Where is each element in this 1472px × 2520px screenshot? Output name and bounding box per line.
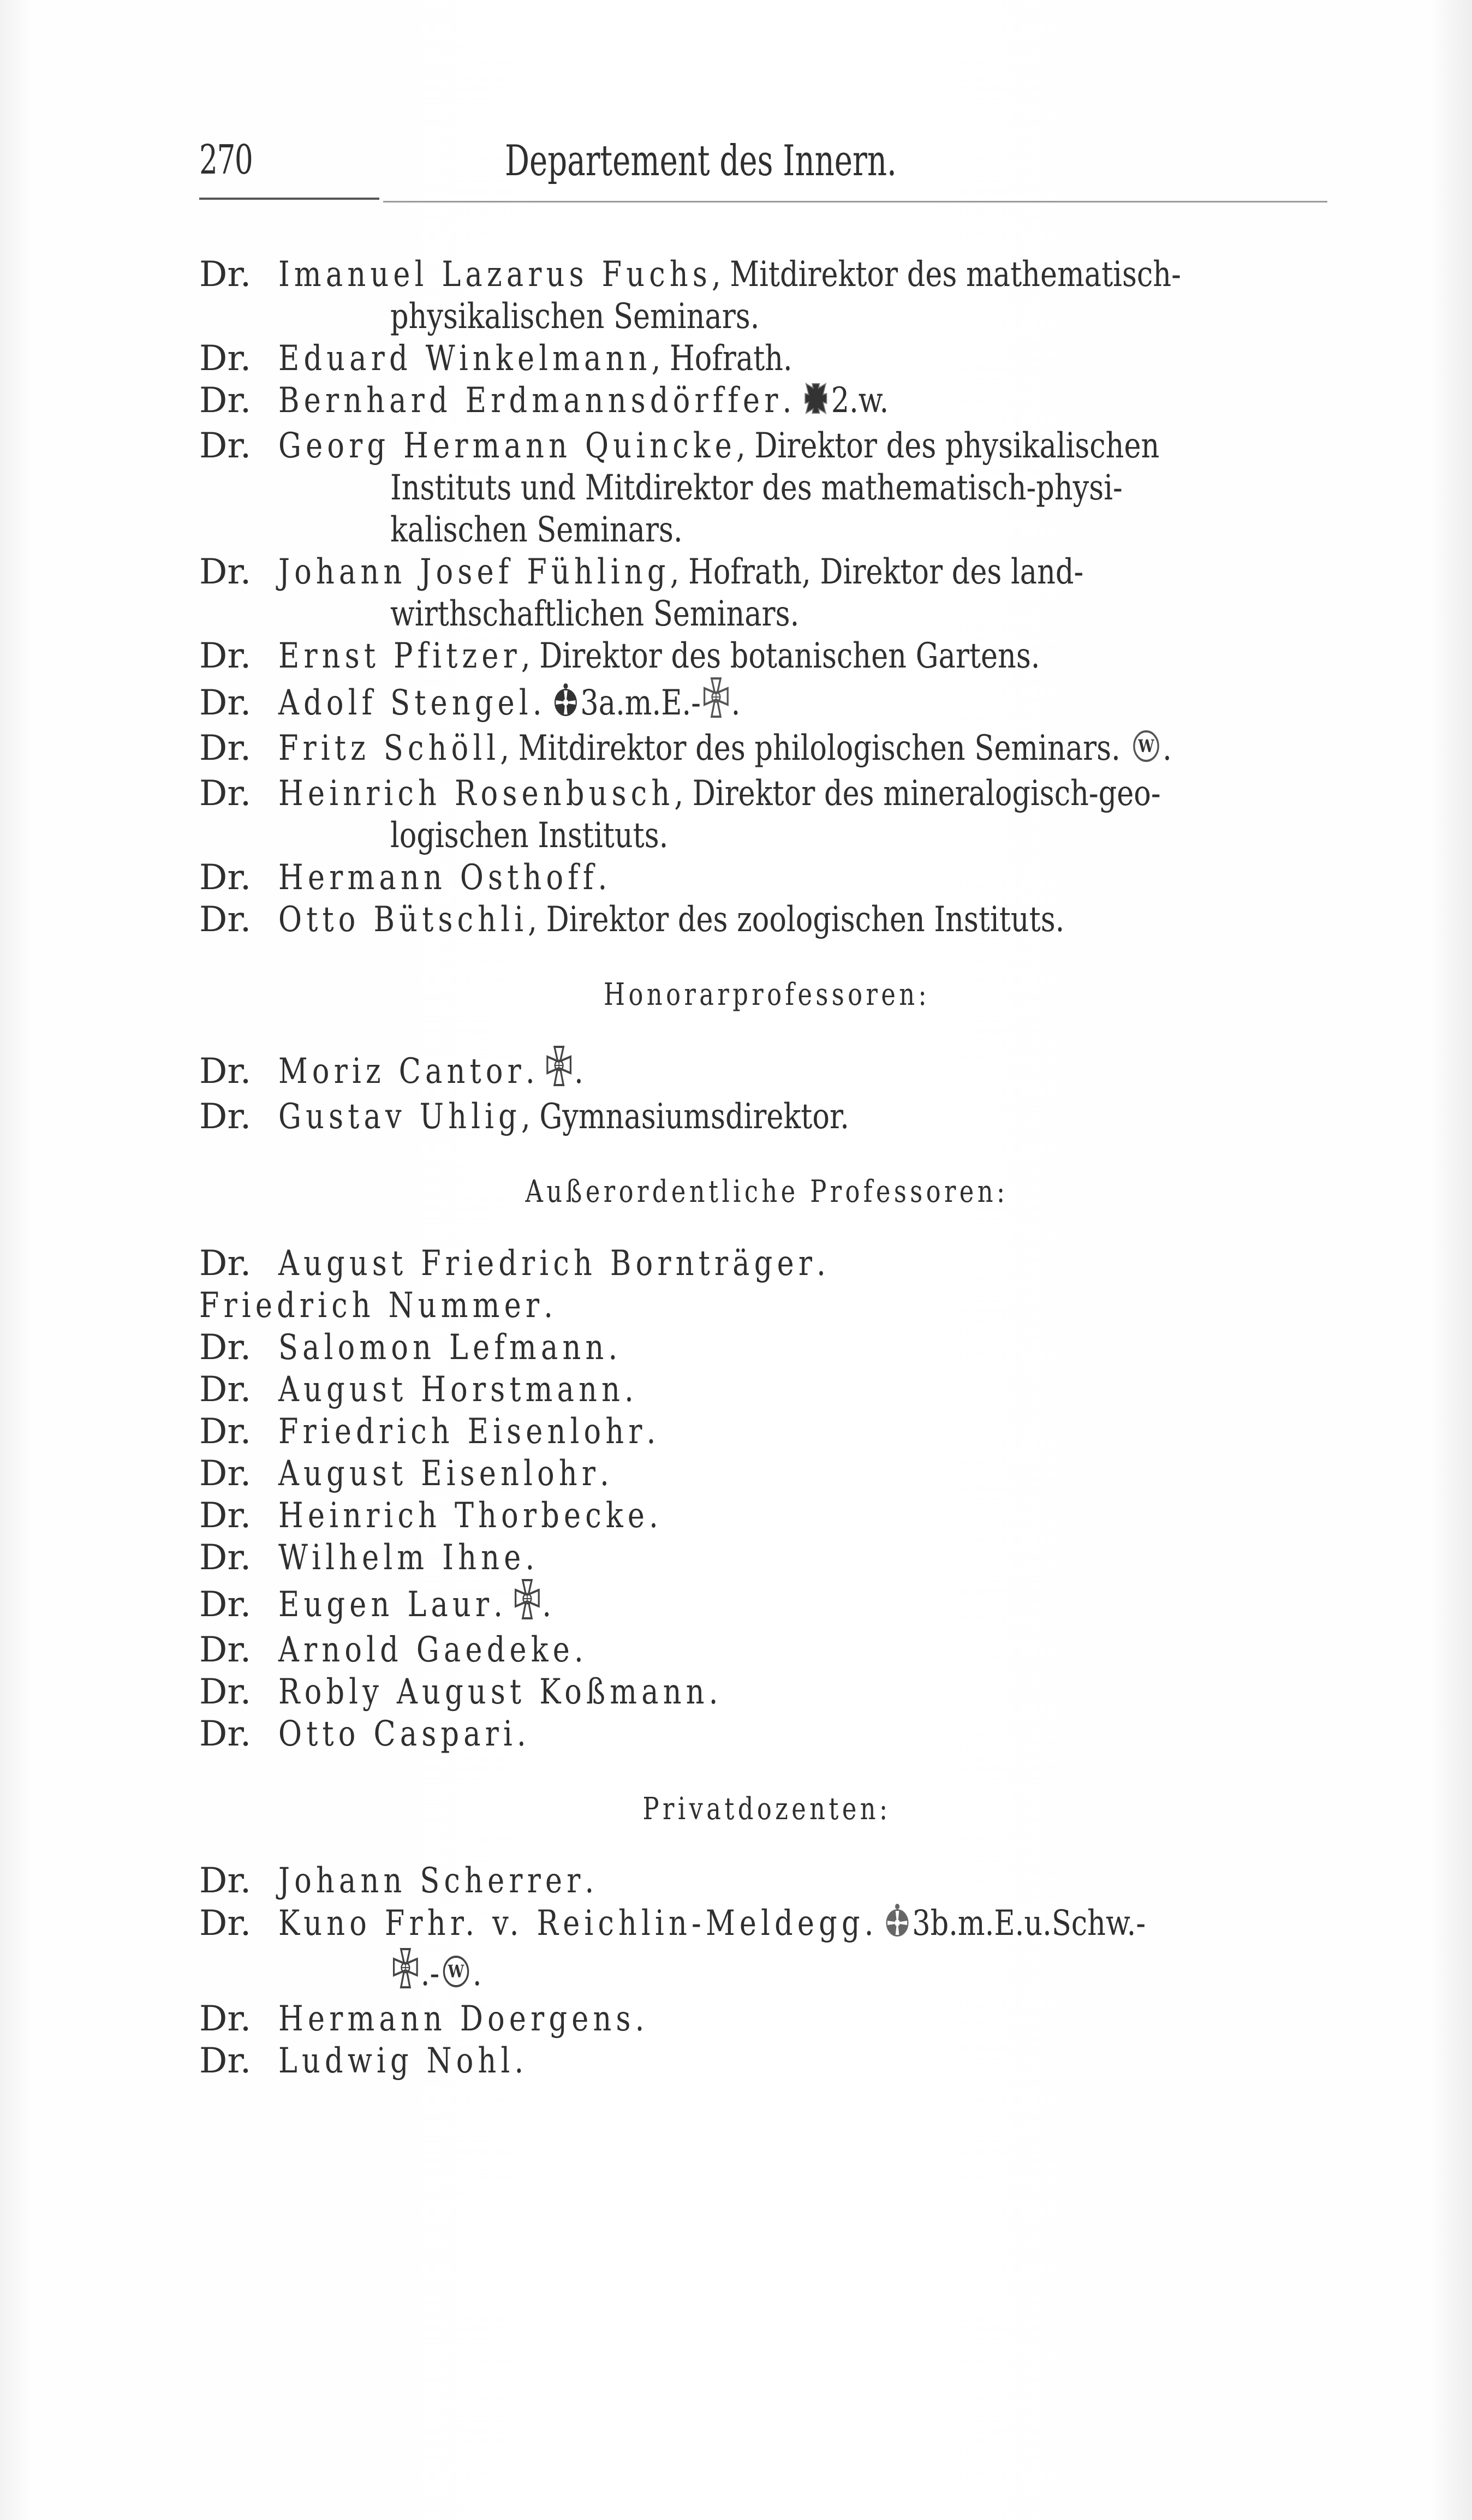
section-private-lecturers (199, 1788, 1334, 2082)
person-name: Hermann Doergens (278, 1999, 635, 2039)
iron-cross-icon (803, 382, 829, 425)
svg-text:W: W (448, 1961, 464, 1982)
circled-w-icon (442, 1955, 470, 1998)
cross-pattee-icon (515, 1579, 540, 1629)
title-prefix: Dr. (199, 1327, 252, 1368)
entry-description: . (864, 1903, 874, 1944)
person-name: Heinrich Rosenbusch (278, 773, 675, 814)
entry-description: . (514, 2041, 524, 2081)
title-prefix: Dr. (199, 254, 252, 295)
list-item (199, 1495, 1334, 1537)
entry-description: . (782, 380, 792, 421)
entry-description: . (532, 683, 542, 723)
list-item (199, 551, 1334, 635)
title-prefix: Dr. (199, 1243, 252, 1284)
entry-description: , Mitdirektor des philologischen Seminars. (500, 728, 1121, 768)
entry-continuation: physikalischen Seminars. (390, 296, 760, 337)
entry-description: . (525, 1538, 535, 1578)
entry-description: . (525, 1051, 535, 1092)
person-name: Georg Hermann Quincke (278, 426, 737, 466)
list-item (199, 677, 1334, 728)
list-item (199, 773, 1334, 857)
list-item (199, 1902, 1334, 1998)
list-item (199, 1579, 1334, 1629)
circled-w-icon (1132, 729, 1160, 773)
person-name: Otto Caspari (278, 1714, 517, 1754)
running-title: Departement des Innern. (505, 136, 897, 186)
entry-description: . (598, 857, 607, 898)
entry-description: , Direktor des zoologischen Instituts. (528, 899, 1065, 940)
title-prefix: Dr. (199, 1538, 252, 1578)
title-prefix: Dr. (199, 728, 252, 768)
header-rule (383, 201, 1327, 202)
person-name: Moriz Cantor (278, 1051, 526, 1092)
person-name: Robly August Koßmann (278, 1672, 709, 1712)
person-name: Arnold Gaedeke (278, 1630, 575, 1670)
list-item (199, 1046, 1334, 1096)
person-name: Ernst Pfitzer (278, 636, 521, 676)
entry-description: , Hofrath, Direktor des land- (670, 552, 1084, 592)
cross-pattee-icon (704, 677, 729, 728)
entry-description: , Hofrath. (651, 338, 792, 379)
decoration-label: .- (420, 1953, 440, 1994)
section-professors (199, 254, 1334, 941)
entry-description: . (817, 1243, 826, 1284)
title-prefix: Dr. (199, 1369, 252, 1410)
person-name: Hermann Osthoff (278, 857, 598, 898)
cross-pattee-icon (393, 1948, 418, 1998)
title-prefix: Dr. (199, 899, 252, 940)
list-item (199, 338, 1334, 380)
decoration-label: . (542, 1584, 552, 1625)
list-item (199, 1411, 1334, 1453)
person-name: August Eisenlohr (278, 1453, 600, 1494)
title-prefix: Dr. (199, 1714, 252, 1754)
entry-continuation: wirthschaftlichen Seminars. (390, 594, 800, 634)
entry-description: . (624, 1369, 634, 1410)
title-prefix: Dr. (199, 683, 252, 723)
person-name: Gustav Uhlig (278, 1097, 521, 1137)
entry-description: . (646, 1411, 656, 1452)
decoration-label: . (472, 1953, 482, 1994)
title-prefix: Dr. (199, 1861, 252, 1901)
list-item (199, 1998, 1334, 2040)
list-item (199, 1327, 1334, 1369)
title-prefix: Dr. (199, 1999, 252, 2039)
title-prefix: Dr. (199, 1584, 252, 1625)
title-prefix: Dr. (199, 1051, 252, 1092)
list-item (199, 380, 1334, 425)
entry-description: , Gymnasiumsdirektor. (521, 1097, 849, 1137)
title-prefix: Dr. (199, 426, 252, 466)
list-item (199, 857, 1334, 899)
list-item (199, 1096, 1334, 1138)
title-prefix: Dr. (199, 1411, 252, 1452)
person-name: Salomon Lefmann (278, 1327, 609, 1368)
entry-description: . (708, 1672, 718, 1712)
person-name: Wilhelm Ihne (278, 1538, 526, 1578)
entry-description: . (600, 1453, 609, 1494)
list-item (199, 899, 1334, 941)
page-header (199, 126, 1329, 186)
title-prefix: Dr. (199, 1453, 252, 1494)
list-item (199, 635, 1334, 677)
decoration-label: . (731, 683, 741, 723)
section-honorary-professors (199, 974, 1334, 1138)
list-item (199, 728, 1334, 773)
person-name: Eugen Laur (278, 1584, 494, 1625)
title-prefix: Dr. (199, 773, 252, 814)
list-item (199, 425, 1334, 551)
title-prefix: Dr. (199, 1496, 252, 1536)
title-prefix: Dr. (199, 1630, 252, 1670)
cross-pattee-icon (546, 1046, 571, 1096)
section-heading: Honorarprofessoren: (604, 977, 930, 1012)
entry-description: . (649, 1496, 658, 1536)
entry-description: . (608, 1327, 618, 1368)
entry-description: . (493, 1584, 503, 1625)
title-prefix: Dr. (199, 1672, 252, 1712)
entry-description: . (585, 1861, 594, 1901)
title-prefix: Dr. (199, 1097, 252, 1137)
person-name: Fritz Schöll (278, 728, 500, 768)
decoration-label: . (574, 1051, 583, 1092)
list-item (199, 1243, 1334, 1285)
entry-continuation: Instituts und Mitdirektor des mathematisch-physi- (390, 468, 1123, 508)
list-item (199, 254, 1334, 338)
title-prefix: Dr. (199, 552, 252, 592)
entry-description: , Direktor des physikalischen (736, 426, 1160, 466)
list-item (199, 1629, 1334, 1671)
person-name: Friedrich Nummer (199, 1285, 544, 1326)
section-associate-professors (199, 1171, 1334, 1755)
title-prefix: Dr. (199, 1903, 252, 1944)
entry-continuation: logischen Instituts. (390, 815, 669, 856)
list-item (199, 1860, 1334, 1902)
entry-description: . (544, 1285, 553, 1326)
person-name: Kuno Frhr. v. Reichlin-Meldegg (278, 1903, 865, 1944)
person-name: Johann Josef Fühling (278, 552, 670, 592)
list-item (199, 2040, 1334, 2082)
order-medal-icon (553, 682, 577, 728)
entry-description: . (635, 1999, 645, 2039)
title-prefix: Dr. (199, 338, 252, 379)
title-prefix: Dr. (199, 380, 252, 421)
person-name: Johann Scherrer (278, 1861, 585, 1901)
order-medal-icon (885, 1902, 909, 1948)
title-prefix: Dr. (199, 2041, 252, 2081)
person-name: Imanuel Lazarus Fuchs (278, 254, 712, 295)
section-heading: Außerordentliche Professoren: (525, 1174, 1009, 1210)
list-item (199, 1285, 1334, 1327)
person-name: Otto Bütschli (278, 899, 528, 940)
decoration-label: 3a.m.E.- (580, 683, 701, 723)
person-name: Adolf Stengel (278, 683, 533, 723)
entry-description: , Direktor des botanischen Gartens. (521, 636, 1040, 676)
person-name: Bernhard Erdmannsdörffer (278, 380, 783, 421)
list-item (199, 1537, 1334, 1579)
person-name: Ludwig Nohl (278, 2041, 515, 2081)
decoration-label: 3b.m.E.u.Schw.- (912, 1903, 1146, 1944)
list-item (199, 1453, 1334, 1495)
title-prefix: Dr. (199, 636, 252, 676)
list-item (199, 1369, 1334, 1411)
header-rule-short (199, 198, 379, 200)
decoration-label: . (1163, 728, 1172, 768)
person-name: Heinrich Thorbecke (278, 1496, 649, 1536)
person-name: Eduard Winkelmann (278, 338, 652, 379)
svg-text:W: W (1138, 736, 1154, 756)
entry-description: . (517, 1714, 526, 1754)
entry-description: . (574, 1630, 583, 1670)
list-item (199, 1671, 1334, 1713)
entry-description: , Direktor des mineralogisch-geo- (674, 773, 1161, 814)
person-name: Friedrich Eisenlohr (278, 1411, 647, 1452)
person-name: August Horstmann (278, 1369, 625, 1410)
person-name: August Friedrich Bornträger (278, 1243, 817, 1284)
section-heading: Privatdozenten: (642, 1791, 891, 1827)
title-prefix: Dr. (199, 857, 252, 898)
entry-continuation: kalischen Seminars. (390, 510, 683, 550)
page-number: 270 (199, 136, 253, 183)
entry-description: , Mitdirektor des mathematisch- (712, 254, 1181, 295)
page-body (199, 254, 1334, 2082)
decoration-label: 2.w. (831, 380, 889, 421)
list-item (199, 1713, 1334, 1755)
